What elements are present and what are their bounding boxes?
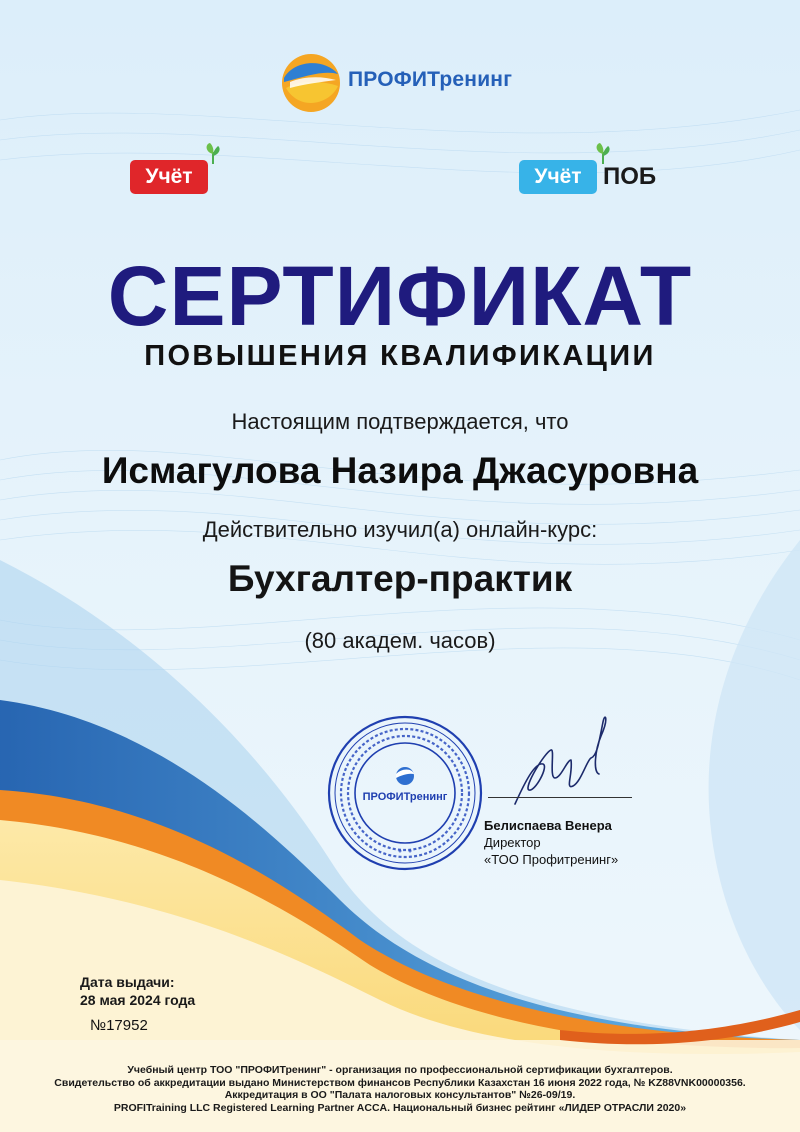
issue-date: 28 мая 2024 года [80,992,196,1008]
footer-line: Учебный центр ТОО "ПРОФИТренинг" - организация по профессиональной сертификации бухгалтеров. [127,1064,673,1076]
issue-date-label: Дата выдачи: [80,974,175,990]
brand-logo [280,52,540,114]
signature-line [488,797,632,798]
official-stamp [326,714,484,872]
footer-line: PROFITraining LLC Registered Learning Partner ACCA. Национальный бизнес рейтинг «ЛИДЕР ОТРАСЛИ 2020» [113,1101,687,1114]
brand-emblem-icon [280,52,342,114]
stamp-center-text: ПРОФИТренинг [362,791,448,803]
studied-text: Действительно изучил(а) онлайн-курс: [202,517,598,542]
brand-logo-text: ПРОФИТренинг [348,68,513,91]
signer-position: Директор [484,835,541,850]
uchet-pob-badge: Учёт [519,160,597,194]
recipient-name: Исмагулова Назира Джасуровна [101,450,699,491]
signer-name: Белиспаева Венера [484,818,612,833]
footer-text [0,1064,800,1114]
uchet-badge: Учёт [130,160,208,194]
leaf-icon [204,142,222,164]
footer-line: Аккредитация в ОО "Палата налоговых консультантов" №26-09/19. [224,1089,576,1101]
course-name: Бухгалтер-практик [227,558,573,599]
certificate-subtitle: ПОВЫШЕНИЯ КВАЛИФИКАЦИИ [144,340,656,372]
confirm-text: Настоящим подтверждается, что [231,409,569,434]
uchet-pob-suffix: ПОБ [603,163,657,190]
signer-organization: «ТОО Профитренинг» [484,852,619,867]
certificate-title: СЕРТИФИКАТ [107,249,693,343]
issue-block [80,973,195,1009]
signer-block [484,817,618,868]
course-hours: (80 академ. часов) [304,628,496,653]
footer-line: Свидетельство об аккредитации выдано Министерством финансов Республики Казахстан 16 июня 2022 года, № KZ88VNK00000356. [54,1076,746,1089]
certificate-number: №17952 [90,1017,148,1034]
